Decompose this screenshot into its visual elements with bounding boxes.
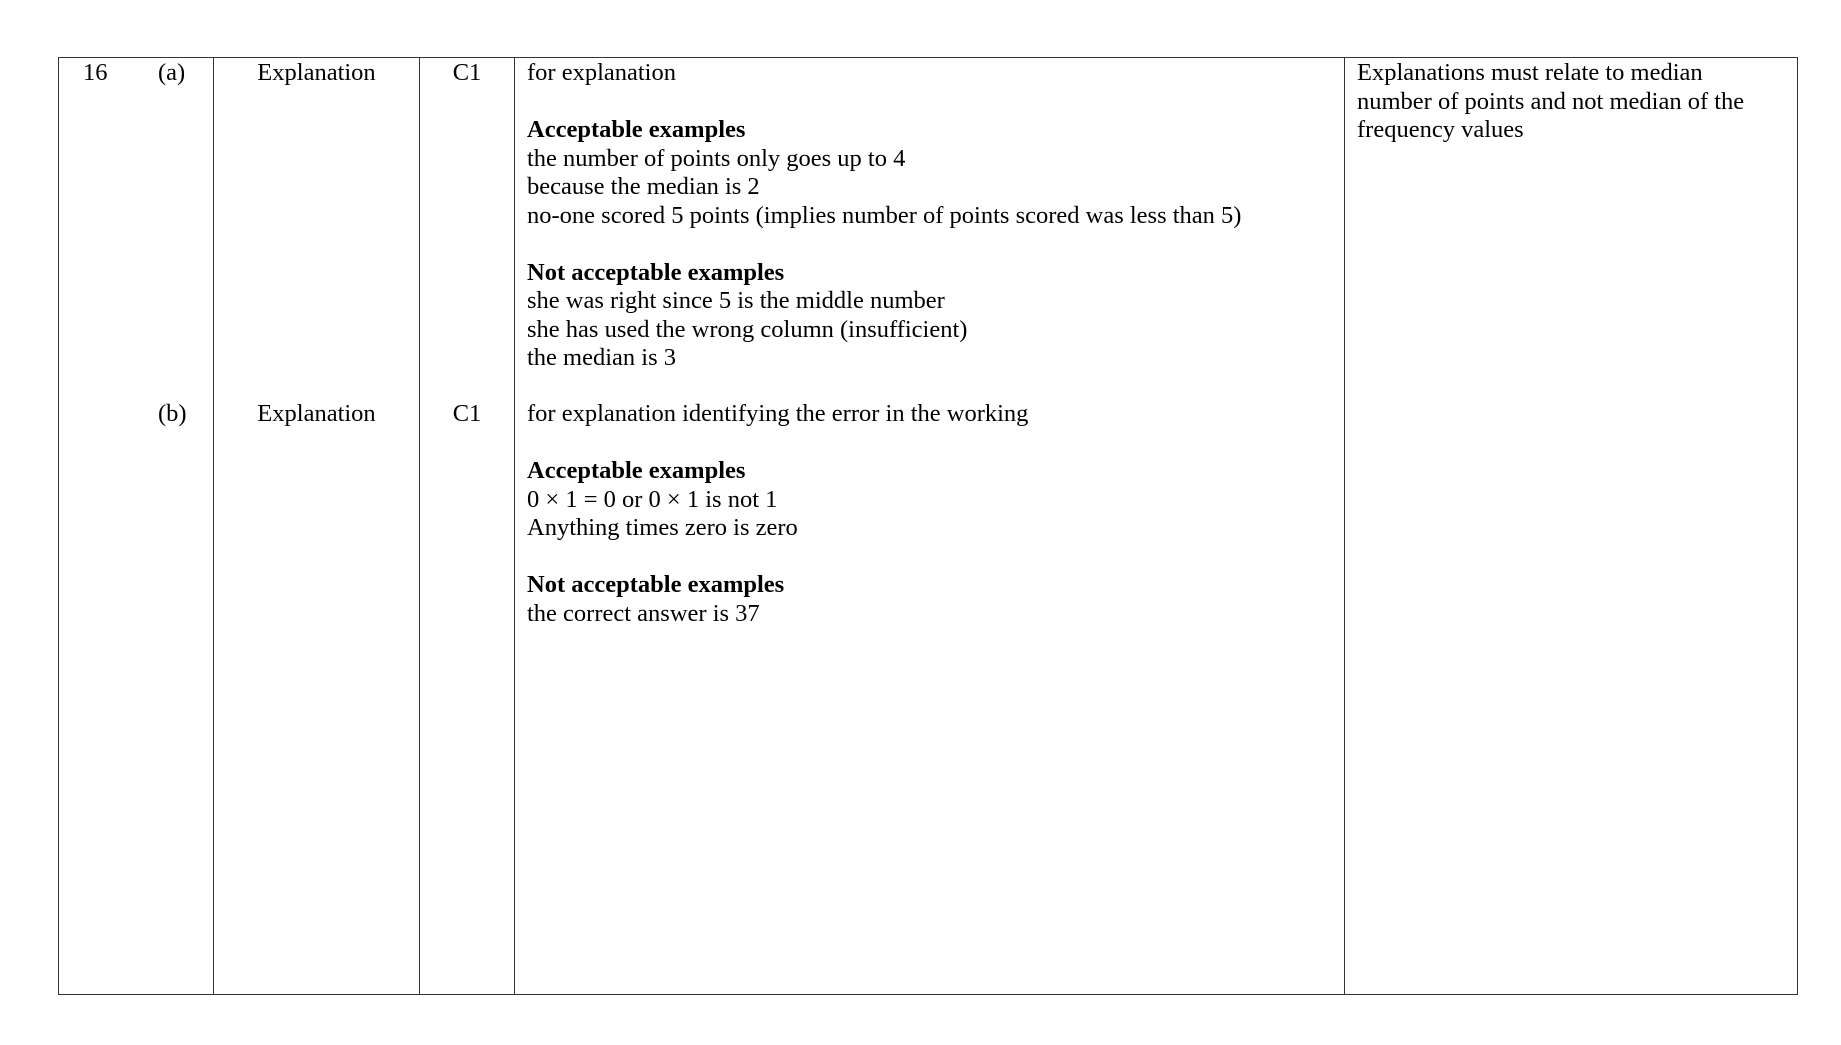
part-label-a: (a)	[158, 59, 186, 86]
not-acceptable-example: she was right since 5 is the middle number	[527, 287, 945, 314]
guidance-line: number of points and not median of the	[1357, 87, 1745, 115]
mark-scheme-a	[527, 59, 1241, 373]
mark-scheme-b	[527, 400, 1028, 628]
acceptable-example: no-one scored 5 points (implies number of points scored was less than 5)	[527, 201, 1242, 229]
not-acceptable-heading: Not acceptable examples	[527, 571, 785, 598]
mark-b: C1	[452, 400, 482, 427]
question-number: 16	[83, 59, 108, 86]
acceptable-heading: Acceptable examples	[527, 116, 746, 143]
acceptable-heading: Acceptable examples	[527, 457, 746, 484]
guidance-line: Explanations must relate to median	[1357, 59, 1703, 86]
additional-guidance-a	[1357, 59, 1744, 145]
mark-a: C1	[452, 59, 482, 86]
intro-text: for explanation	[527, 59, 676, 86]
not-acceptable-example: the median is 3	[527, 344, 677, 371]
acceptable-example: because the median is 2	[527, 173, 760, 200]
answer-a: Explanation	[257, 59, 376, 86]
not-acceptable-example: the correct answer is 37	[527, 599, 760, 627]
not-acceptable-heading: Not acceptable examples	[527, 258, 785, 286]
acceptable-example: 0 × 1 = 0 or 0 × 1 is not 1	[527, 485, 778, 513]
column-divider	[419, 58, 420, 994]
column-divider	[514, 58, 515, 994]
column-divider	[1344, 58, 1345, 994]
part-label-b: (b)	[158, 400, 187, 427]
mark-scheme-table	[58, 57, 1798, 995]
guidance-line: frequency values	[1357, 116, 1524, 143]
column-divider	[213, 58, 214, 994]
acceptable-example: Anything times zero is zero	[527, 514, 798, 541]
acceptable-example: the number of points only goes up to 4	[527, 144, 906, 172]
not-acceptable-example: she has used the wrong column (insufficient)	[527, 315, 968, 343]
intro-text: for explanation identifying the error in the working	[527, 400, 1029, 427]
answer-b: Explanation	[257, 400, 376, 427]
